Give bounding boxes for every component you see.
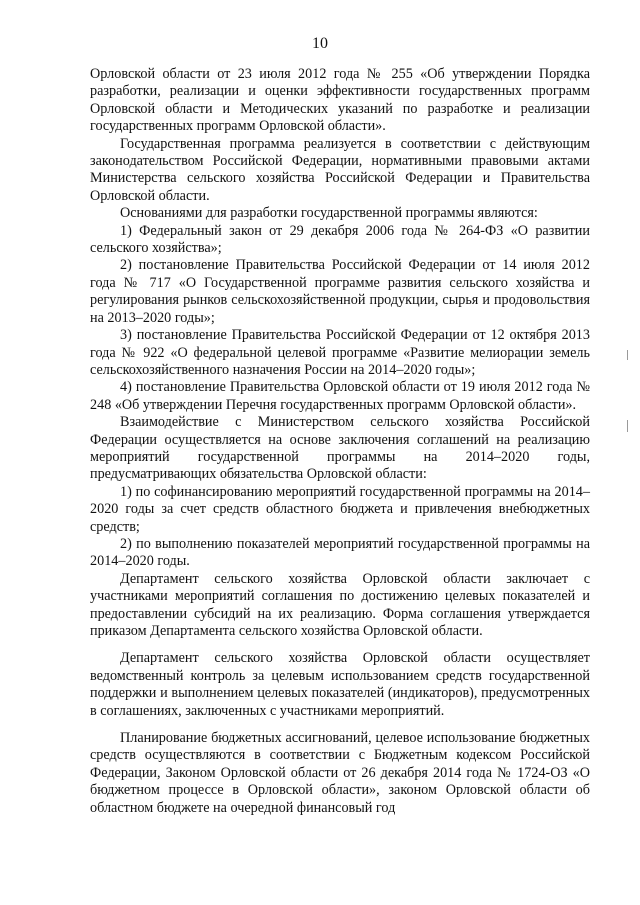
document-body bbox=[90, 66, 590, 817]
list-item-4: 4) постановление Правительства Орловской области от 19 июля 2012 года № 248 «Об утверждении Перечня государственных программ Орловской области». bbox=[90, 379, 590, 413]
paragraph-control: Департамент сельского хозяйства Орловской области осуществляет ведомственный контроль за целевым использованием средств государственной поддержки и выполнением целевых показателей (индикаторов), предусмотренных в соглашениях, заключенных с участниками мероприятий. bbox=[90, 650, 590, 719]
page-number: 10 bbox=[312, 35, 328, 52]
list-item-2: 2) постановление Правительства Российской Федерации от 14 июля 2012 года № 717 «О Государственной программе развития сельского хозяйства и регулирования рынков сельскохозяйственной продукции, сырья и продовольствия на 2013–2020 годы»; bbox=[90, 257, 590, 326]
paragraph-3: Основаниями для разработки государственной программы являются: bbox=[120, 205, 538, 222]
list-item-3: 3) постановление Правительства Российской Федерации от 12 октября 2013 года № 922 «О федеральной целевой программе «Развитие мелиорации земель сельскохозяйственного назначения России на 2014–2020 годы»; bbox=[90, 327, 590, 378]
paragraph-interaction: Взаимодействие с Министерством сельского хозяйства Российской Федерации осуществляется на основе заключения соглашений на реализацию мероприятий государственной программы на 2014–2020 годы, предусматривающих обязательства Орловской области: bbox=[90, 414, 590, 483]
paragraph-1: Орловской области от 23 июля 2012 года № 255 «Об утверждении Порядка разработки, реализации и оценки эффективности государственных программ Орловской области и Методических указаний по разработке и реализации государственных программ Орловской области». bbox=[90, 66, 590, 135]
obligation-item-1: 1) по софинансированию мероприятий государственной программы на 2014–2020 годы за счет средств областного бюджета и привлечения внебюджетных средств; bbox=[90, 483, 590, 535]
list-item-1: 1) Федеральный закон от 29 декабря 2006 года № 264-ФЗ «О развитии сельского хозяйства»; bbox=[90, 222, 590, 257]
scan-edge-mark bbox=[627, 420, 628, 432]
obligation-item-2: 2) по выполнению показателей мероприятий государственной программы на 2014–2020 годы. bbox=[90, 535, 590, 570]
scan-edge-mark bbox=[627, 350, 628, 360]
paragraph-agreements: Департамент сельского хозяйства Орловской области заключает с участниками мероприятий соглашения по достижению целевых показателей и предоставлении субсидий на их реализацию. Форма соглашения утверждается приказом Департамента сельского хозяйства Орловской области. bbox=[90, 570, 590, 639]
paragraph-2: Государственная программа реализуется в соответствии с действующим законодательством Российской Федерации, нормативными правовыми актами Министерства сельского хозяйства Российской Федерации и Правительства Орловской области. bbox=[90, 135, 590, 204]
paragraph-budget: Планирование бюджетных ассигнований, целевое использование бюджетных средств осуществляются в соответствии с Бюджетным кодексом Российской Федерации, Законом Орловской области от 26 декабря 2014 года № 1724-ОЗ «О бюджетном процессе в Орловской области», законом Орловской области об областном бюджете на очередной финансовый год bbox=[90, 730, 590, 816]
